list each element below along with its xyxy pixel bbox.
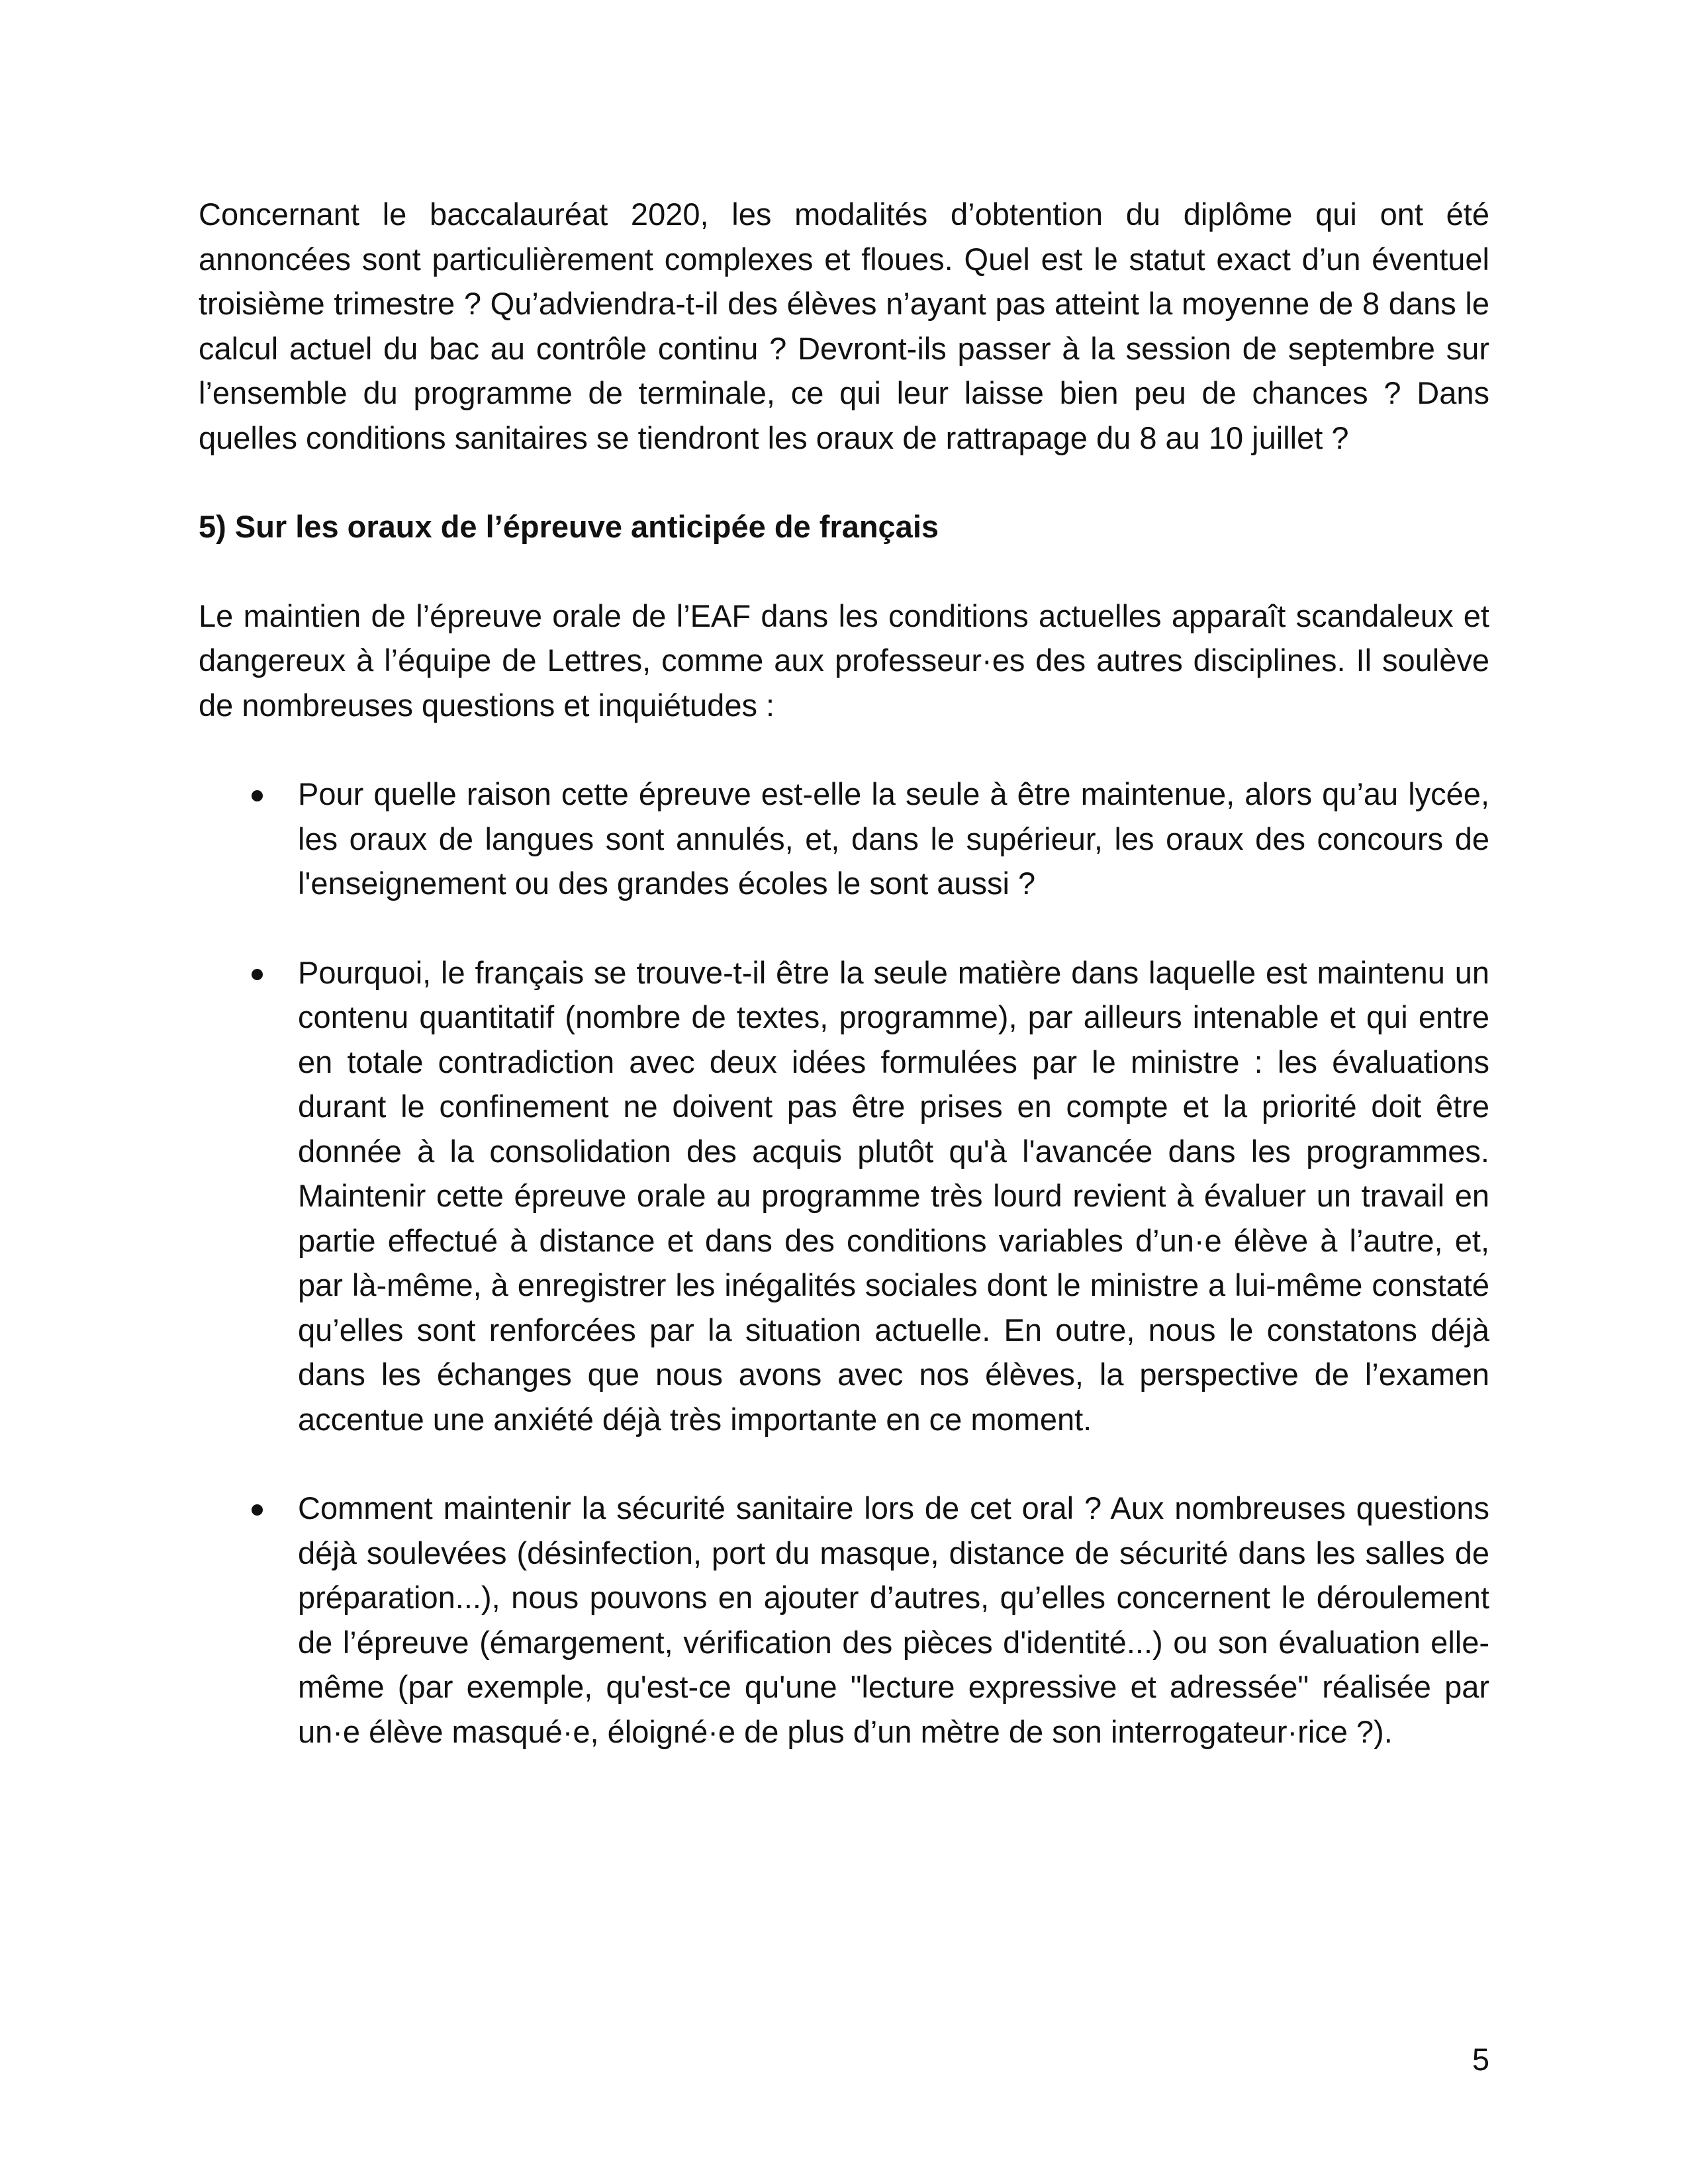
bullet-icon xyxy=(252,969,263,980)
list-item-text: Pourquoi, le français se trouve-t-il être la seule matière dans laquelle est maintenu un contenu quantitatif (nombre de textes, programme), par ailleurs intenable et qui entre en totale contradiction avec deux idées formulées par le ministre : les évaluations durant le confinement ne doivent pas être prises en compte et la priorité doit être donnée à la consolidation des acquis plutôt qu'à l'avancée dans les programmes. Maintenir cette épreuve orale au programme très lourd revient à évaluer un travail en partie effectué à distance et dans des conditions variables d’un·e élève à l’autre, et, par là-même, à enregistrer les inégalités sociales dont le ministre a lui-même constaté qu’elles sont renforcées par la situation actuelle. En outre, nous le constatons déjà dans les échanges que nous avons avec nos élèves, la perspective de l’examen accentue une anxiété déjà très importante en ce moment. xyxy=(298,954,1489,1437)
list-item xyxy=(199,772,1489,906)
section-heading: 5) Sur les oraux de l’épreuve anticipée de français xyxy=(199,509,939,544)
bullet-icon xyxy=(252,790,263,801)
bullet-icon xyxy=(252,1504,263,1516)
paragraph-baccalaureat: Concernant le baccalauréat 2020, les modalités d’obtention du diplôme qui ont été annoncées sont particulièrement complexes et floues. Quel est le statut exact d’un éventuel troisième trimestre ? Qu’adviendra-t-il des élèves n’ayant pas atteint la moyenne de 8 dans le calcul actuel du bac au contrôle continu ? Devront-ils passer à la session de septembre sur l’ensemble du programme de terminale, ce qui leur laisse bien peu de chances ? Dans quelles conditions sanitaires se tiendront les oraux de rattrapage du 8 au 10 juillet ? xyxy=(199,197,1489,455)
paragraph-eaf-intro: Le maintien de l’épreuve orale de l’EAF dans les conditions actuelles apparaît scandaleux et dangereux à l’équipe de Lettres, comme aux professeur·es des autres disciplines. Il soulève de nombreuses questions et inquiétudes : xyxy=(199,598,1489,723)
list-item-text: Pour quelle raison cette épreuve est-elle la seule à être maintenue, alors qu’au lycée, les oraux de langues sont annulés, et, dans le supérieur, les oraux des concours de l'enseignement ou des grandes écoles le sont aussi ? xyxy=(298,776,1489,901)
questions-list xyxy=(199,772,1489,1754)
list-item xyxy=(199,950,1489,1442)
document-page xyxy=(199,192,1489,1754)
page-number: 5 xyxy=(1472,2042,1489,2077)
list-item xyxy=(199,1486,1489,1754)
list-item-text: Comment maintenir la sécurité sanitaire lors de cet oral ? Aux nombreuses questions déjà soulevées (désinfection, port du masque, distance de sécurité dans les salles de préparation...), nous pouvons en ajouter d’autres, qu’elles concernent le déroulement de l’épreuve (émargement, vérification des pièces d'identité...) ou son évaluation elle-même (par exemple, qu'est-ce qu'une "lecture expressive et adressée" réalisée par un·e élève masqué·e, éloigné·e de plus d’un mètre de son interrogateur·rice ?). xyxy=(298,1490,1489,1749)
